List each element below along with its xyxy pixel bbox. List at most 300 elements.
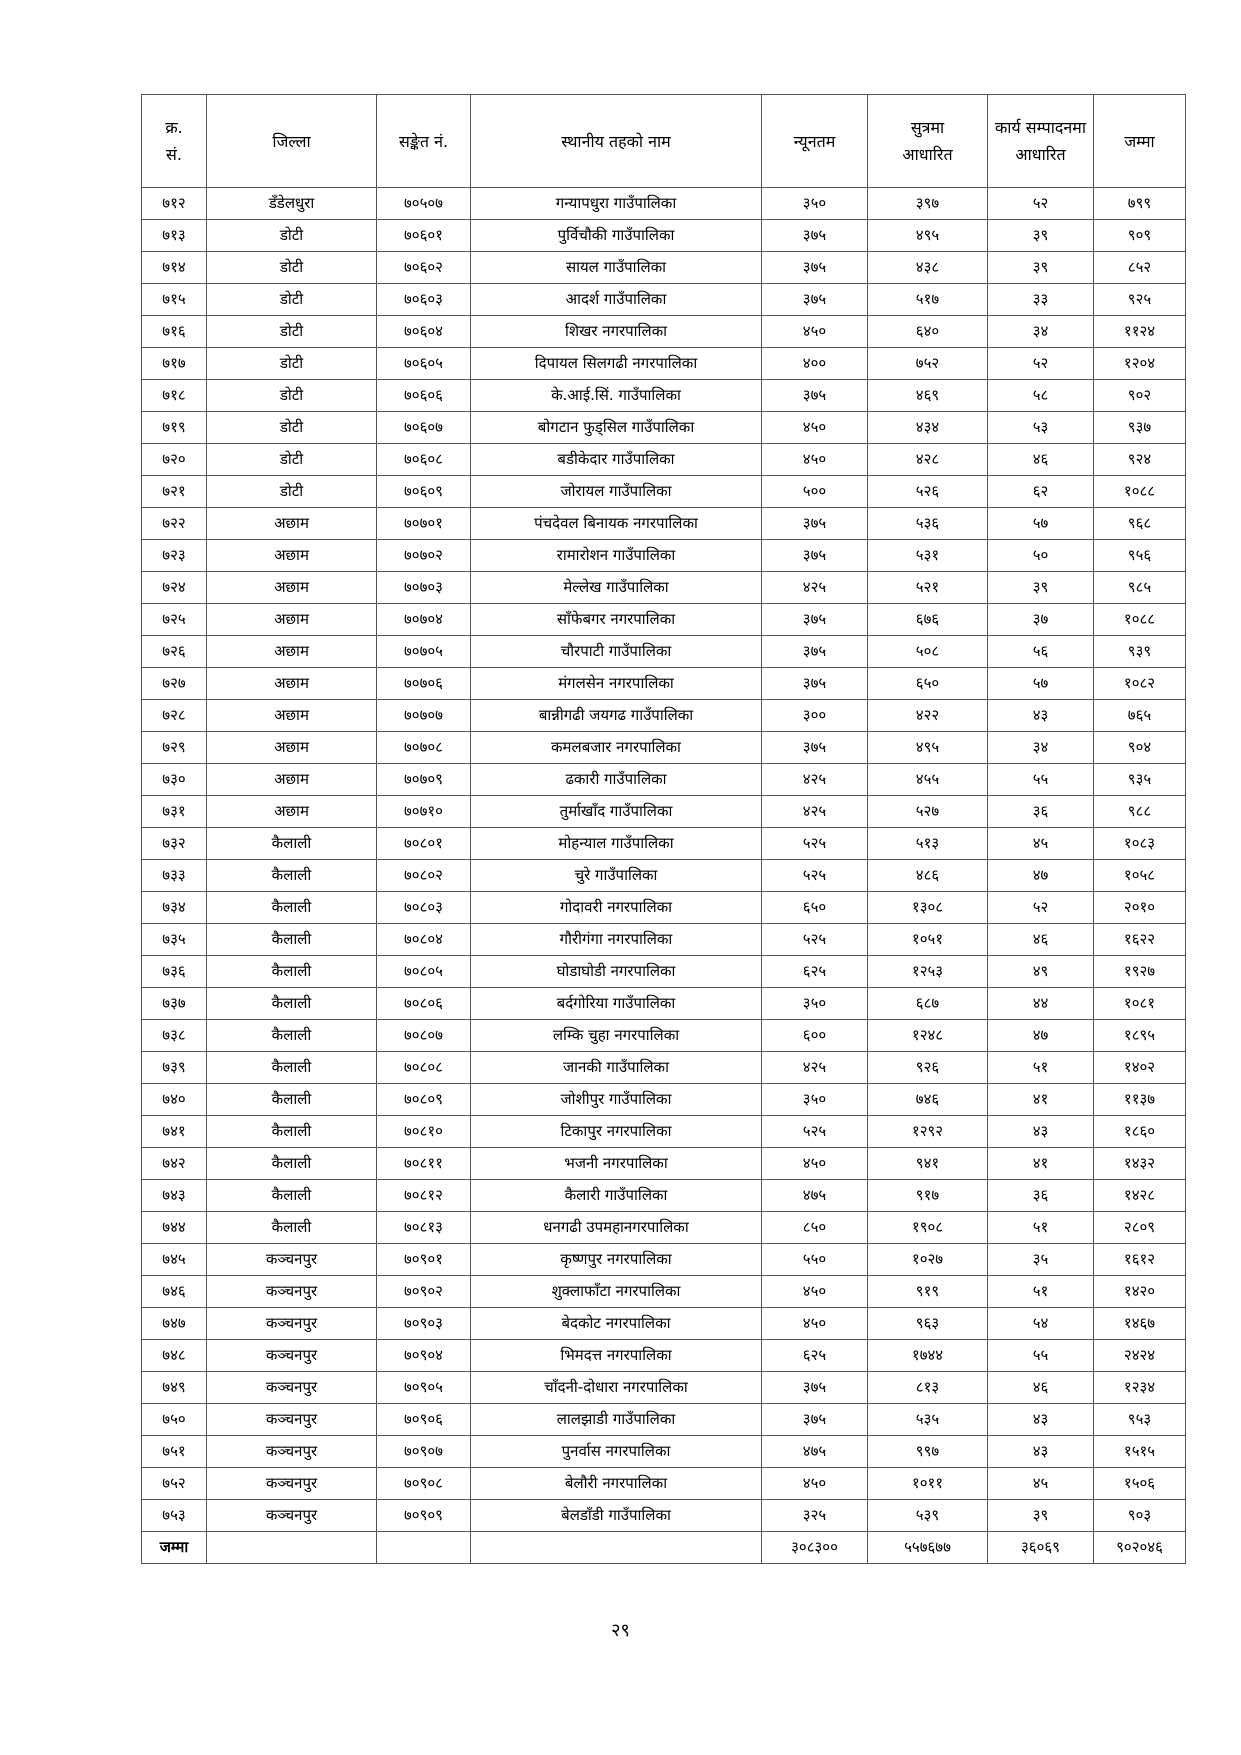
row-total: ११३७ — [1094, 1084, 1186, 1116]
row-local-level-name: भिमदत्त नगरपालिका — [471, 1340, 762, 1372]
row-local-level-name: सायल गाउँपालिका — [471, 252, 762, 284]
header-performance-based: कार्य सम्पादनमा आधारित — [988, 95, 1094, 188]
row-code: ७०५०७ — [377, 188, 471, 220]
row-total: ९८५ — [1094, 572, 1186, 604]
row-total: ९०९ — [1094, 220, 1186, 252]
row-minimum: ३७५ — [762, 668, 868, 700]
row-district: अछाम — [207, 796, 377, 828]
row-serial-number: ७३९ — [142, 1052, 207, 1084]
row-total: १६१२ — [1094, 1244, 1186, 1276]
header-total: जम्मा — [1094, 95, 1186, 188]
row-local-level-name: जोरायल गाउँपालिका — [471, 476, 762, 508]
row-minimum: ५२५ — [762, 860, 868, 892]
row-total: १०८८ — [1094, 476, 1186, 508]
table-row — [142, 348, 1186, 380]
row-performance-based: ४५ — [988, 1468, 1094, 1500]
row-local-level-name: कमलबजार नगरपालिका — [471, 732, 762, 764]
row-serial-number: ७४४ — [142, 1212, 207, 1244]
row-serial-number: ७१६ — [142, 316, 207, 348]
row-local-level-name: मोहन्याल गाउँपालिका — [471, 828, 762, 860]
row-formula-based: ६५० — [868, 668, 988, 700]
header-serial-number: क्र. सं. — [142, 95, 207, 188]
table-row — [142, 444, 1186, 476]
row-performance-based: ४१ — [988, 1148, 1094, 1180]
row-local-level-name: साँफेबगर नगरपालिका — [471, 604, 762, 636]
row-code: ७०९०४ — [377, 1340, 471, 1372]
row-total: १०८२ — [1094, 668, 1186, 700]
total-performance-based: ३६०६९ — [988, 1532, 1094, 1564]
row-local-level-name: भजनी नगरपालिका — [471, 1148, 762, 1180]
row-serial-number: ७४६ — [142, 1276, 207, 1308]
row-district: कैलाली — [207, 860, 377, 892]
row-local-level-name: टिकापुर नगरपालिका — [471, 1116, 762, 1148]
row-formula-based: १२४८ — [868, 1020, 988, 1052]
row-serial-number: ७१९ — [142, 412, 207, 444]
row-total: ९२४ — [1094, 444, 1186, 476]
row-code: ७०७०६ — [377, 668, 471, 700]
row-formula-based: ५२७ — [868, 796, 988, 828]
row-district: डोटी — [207, 380, 377, 412]
table-row — [142, 476, 1186, 508]
row-formula-based: १२५३ — [868, 956, 988, 988]
row-local-level-name: बर्दगोरिया गाउँपालिका — [471, 988, 762, 1020]
row-minimum: ३७५ — [762, 604, 868, 636]
row-minimum: ४५० — [762, 444, 868, 476]
row-formula-based: ५३६ — [868, 508, 988, 540]
row-local-level-name: चौरपाटी गाउँपालिका — [471, 636, 762, 668]
row-formula-based: ४२८ — [868, 444, 988, 476]
row-minimum: ४२५ — [762, 572, 868, 604]
row-district: डोटी — [207, 284, 377, 316]
total-label: जम्मा — [142, 1532, 207, 1564]
row-local-level-name: तुर्माखाँद गाउँपालिका — [471, 796, 762, 828]
row-local-level-name: शुक्लाफाँटा नगरपालिका — [471, 1276, 762, 1308]
row-code: ७०८१३ — [377, 1212, 471, 1244]
row-serial-number: ७१२ — [142, 188, 207, 220]
row-formula-based: ८१३ — [868, 1372, 988, 1404]
row-district: डोटी — [207, 252, 377, 284]
row-district: कञ्चनपुर — [207, 1308, 377, 1340]
row-total: १५१५ — [1094, 1436, 1186, 1468]
row-performance-based: ५१ — [988, 1052, 1094, 1084]
row-total: ९८८ — [1094, 796, 1186, 828]
header-district: जिल्ला — [207, 95, 377, 188]
row-minimum: ३७५ — [762, 1404, 868, 1436]
row-district: कैलाली — [207, 1212, 377, 1244]
row-total: १८९५ — [1094, 1020, 1186, 1052]
row-performance-based: ५२ — [988, 188, 1094, 220]
row-district: कैलाली — [207, 988, 377, 1020]
row-minimum: ४२५ — [762, 764, 868, 796]
row-performance-based: ४३ — [988, 1116, 1094, 1148]
row-code: ७०९०५ — [377, 1372, 471, 1404]
row-formula-based: ५०८ — [868, 636, 988, 668]
row-formula-based: १३०८ — [868, 892, 988, 924]
row-district: डोटी — [207, 220, 377, 252]
row-total: १२३४ — [1094, 1372, 1186, 1404]
row-performance-based: ५७ — [988, 668, 1094, 700]
row-formula-based: ४६९ — [868, 380, 988, 412]
row-code: ७०८०४ — [377, 924, 471, 956]
row-total: १४०२ — [1094, 1052, 1186, 1084]
table-row — [142, 1212, 1186, 1244]
header-minimum: न्यूनतम — [762, 95, 868, 188]
row-total: १४२८ — [1094, 1180, 1186, 1212]
row-serial-number: ७४७ — [142, 1308, 207, 1340]
row-serial-number: ७३५ — [142, 924, 207, 956]
row-serial-number: ७२७ — [142, 668, 207, 700]
row-serial-number: ७२३ — [142, 540, 207, 572]
row-district: कञ्चनपुर — [207, 1340, 377, 1372]
table-row — [142, 1404, 1186, 1436]
row-serial-number: ७३८ — [142, 1020, 207, 1052]
table-row — [142, 1340, 1186, 1372]
row-minimum: ४५० — [762, 1468, 868, 1500]
row-total: १४२० — [1094, 1276, 1186, 1308]
row-formula-based: ९१९ — [868, 1276, 988, 1308]
total-empty-cell — [207, 1532, 377, 1564]
row-district: अछाम — [207, 540, 377, 572]
row-total: ९५६ — [1094, 540, 1186, 572]
row-performance-based: ४७ — [988, 860, 1094, 892]
row-district: कैलाली — [207, 1020, 377, 1052]
row-formula-based: १०५१ — [868, 924, 988, 956]
table-row — [142, 572, 1186, 604]
page-number: २९ — [611, 1620, 630, 1641]
row-formula-based: ५१३ — [868, 828, 988, 860]
row-total: १८६० — [1094, 1116, 1186, 1148]
row-formula-based: ४३४ — [868, 412, 988, 444]
table-row — [142, 1052, 1186, 1084]
row-local-level-name: लालझाडी गाउँपालिका — [471, 1404, 762, 1436]
row-local-level-name: रामारोशन गाउँपालिका — [471, 540, 762, 572]
row-total: १४३२ — [1094, 1148, 1186, 1180]
row-district: डँडेलधुरा — [207, 188, 377, 220]
row-local-level-name: कैलारी गाउँपालिका — [471, 1180, 762, 1212]
row-serial-number: ७२५ — [142, 604, 207, 636]
row-performance-based: ६२ — [988, 476, 1094, 508]
table-row — [142, 380, 1186, 412]
row-performance-based: ५५ — [988, 764, 1094, 796]
table-row — [142, 636, 1186, 668]
row-code: ७०७०२ — [377, 540, 471, 572]
row-performance-based: ३९ — [988, 572, 1094, 604]
row-total: ९२५ — [1094, 284, 1186, 316]
row-formula-based: ३९७ — [868, 188, 988, 220]
row-local-level-name: पुर्विचौकी गाउँपालिका — [471, 220, 762, 252]
row-code: ७०९०९ — [377, 1500, 471, 1532]
row-serial-number: ७३७ — [142, 988, 207, 1020]
table-row — [142, 540, 1186, 572]
table-row — [142, 1276, 1186, 1308]
row-minimum: ४२५ — [762, 796, 868, 828]
table-row — [142, 1372, 1186, 1404]
row-code: ७०८११ — [377, 1148, 471, 1180]
row-serial-number: ७३६ — [142, 956, 207, 988]
row-minimum: ४५० — [762, 412, 868, 444]
total-minimum: ३०८३०० — [762, 1532, 868, 1564]
table-row — [142, 252, 1186, 284]
row-local-level-name: बडीकेदार गाउँपालिका — [471, 444, 762, 476]
row-total: ९०४ — [1094, 732, 1186, 764]
row-code: ७०८१२ — [377, 1180, 471, 1212]
row-serial-number: ७४२ — [142, 1148, 207, 1180]
row-local-level-name: दिपायल सिलगढी नगरपालिका — [471, 348, 762, 380]
row-code: ७०७०८ — [377, 732, 471, 764]
row-formula-based: ७४६ — [868, 1084, 988, 1116]
row-formula-based: ६८७ — [868, 988, 988, 1020]
row-minimum: ४७५ — [762, 1180, 868, 1212]
row-local-level-name: मंगलसेन नगरपालिका — [471, 668, 762, 700]
row-district: अछाम — [207, 604, 377, 636]
row-minimum: ३७५ — [762, 1372, 868, 1404]
row-formula-based: ४५५ — [868, 764, 988, 796]
row-code: ७०८०३ — [377, 892, 471, 924]
row-district: डोटी — [207, 476, 377, 508]
header-code: सङ्केत नं. — [377, 95, 471, 188]
row-code: ७०७१० — [377, 796, 471, 828]
table-row — [142, 860, 1186, 892]
row-minimum: ५२५ — [762, 924, 868, 956]
row-code: ७०७०४ — [377, 604, 471, 636]
table-row — [142, 1500, 1186, 1532]
row-district: अछाम — [207, 732, 377, 764]
table-row — [142, 508, 1186, 540]
row-code: ७०८०६ — [377, 988, 471, 1020]
row-code: ७०९०१ — [377, 1244, 471, 1276]
row-local-level-name: लम्कि चुहा नगरपालिका — [471, 1020, 762, 1052]
row-district: कञ्चनपुर — [207, 1372, 377, 1404]
table-row — [142, 1116, 1186, 1148]
table-row — [142, 220, 1186, 252]
row-code: ७०९०२ — [377, 1276, 471, 1308]
row-performance-based: ४७ — [988, 1020, 1094, 1052]
row-minimum: ४७५ — [762, 1436, 868, 1468]
table-row — [142, 892, 1186, 924]
row-serial-number: ७५१ — [142, 1436, 207, 1468]
row-total: १०८३ — [1094, 828, 1186, 860]
row-code: ७०८०५ — [377, 956, 471, 988]
row-local-level-name: शिखर नगरपालिका — [471, 316, 762, 348]
row-total: १५०६ — [1094, 1468, 1186, 1500]
row-minimum: ३५० — [762, 988, 868, 1020]
row-total: १६२२ — [1094, 924, 1186, 956]
row-district: अछाम — [207, 668, 377, 700]
table-row — [142, 1468, 1186, 1500]
row-serial-number: ७५० — [142, 1404, 207, 1436]
row-serial-number: ७३० — [142, 764, 207, 796]
row-local-level-name: चाँदनी-दोधारा नगरपालिका — [471, 1372, 762, 1404]
row-code: ७०७०९ — [377, 764, 471, 796]
row-local-level-name: मेल्लेख गाउँपालिका — [471, 572, 762, 604]
row-serial-number: ७१५ — [142, 284, 207, 316]
total-empty-cell — [471, 1532, 762, 1564]
grand-total: ९०२०४६ — [1094, 1532, 1186, 1564]
row-formula-based: ६७६ — [868, 604, 988, 636]
row-serial-number: ७३१ — [142, 796, 207, 828]
row-district: कैलाली — [207, 924, 377, 956]
row-serial-number: ७२८ — [142, 700, 207, 732]
row-performance-based: ५१ — [988, 1212, 1094, 1244]
row-district: अछाम — [207, 572, 377, 604]
row-serial-number: ७१७ — [142, 348, 207, 380]
row-serial-number: ७२६ — [142, 636, 207, 668]
row-minimum: ४२५ — [762, 1052, 868, 1084]
row-serial-number: ७५३ — [142, 1500, 207, 1532]
row-code: ७०८१० — [377, 1116, 471, 1148]
row-serial-number: ७१८ — [142, 380, 207, 412]
row-district: कैलाली — [207, 828, 377, 860]
row-code: ७०७०१ — [377, 508, 471, 540]
row-code: ७०९०७ — [377, 1436, 471, 1468]
row-serial-number: ७३२ — [142, 828, 207, 860]
row-performance-based: ५३ — [988, 412, 1094, 444]
row-performance-based: ४३ — [988, 700, 1094, 732]
total-formula-based: ५५७६७७ — [868, 1532, 988, 1564]
row-performance-based: ४३ — [988, 1404, 1094, 1436]
row-performance-based: ४६ — [988, 444, 1094, 476]
row-formula-based: ५२६ — [868, 476, 988, 508]
row-code: ७०८०२ — [377, 860, 471, 892]
row-district: डोटी — [207, 316, 377, 348]
table-row — [142, 1244, 1186, 1276]
row-minimum: ८५० — [762, 1212, 868, 1244]
row-code: ७०६०१ — [377, 220, 471, 252]
row-formula-based: १०११ — [868, 1468, 988, 1500]
row-code: ७०६०६ — [377, 380, 471, 412]
row-serial-number: ७२१ — [142, 476, 207, 508]
row-district: डोटी — [207, 348, 377, 380]
row-performance-based: ४६ — [988, 924, 1094, 956]
row-total: ११२४ — [1094, 316, 1186, 348]
row-performance-based: ४१ — [988, 1084, 1094, 1116]
row-minimum: ३०० — [762, 700, 868, 732]
row-performance-based: ४९ — [988, 956, 1094, 988]
row-local-level-name: पंचदेवल बिनायक नगरपालिका — [471, 508, 762, 540]
table-row — [142, 956, 1186, 988]
row-minimum: ६२५ — [762, 956, 868, 988]
row-performance-based: ४५ — [988, 828, 1094, 860]
row-minimum: ४५० — [762, 1148, 868, 1180]
row-formula-based: १७४४ — [868, 1340, 988, 1372]
row-local-level-name: बान्नीगढी जयगढ गाउँपालिका — [471, 700, 762, 732]
row-formula-based: ६४० — [868, 316, 988, 348]
table-row — [142, 828, 1186, 860]
row-performance-based: ५२ — [988, 892, 1094, 924]
row-serial-number: ७४३ — [142, 1180, 207, 1212]
table-row — [142, 924, 1186, 956]
row-performance-based: ३९ — [988, 220, 1094, 252]
table-row — [142, 764, 1186, 796]
row-district: डोटी — [207, 412, 377, 444]
row-performance-based: ५५ — [988, 1340, 1094, 1372]
row-code: ७०८०९ — [377, 1084, 471, 1116]
table-row — [142, 188, 1186, 220]
row-district: कैलाली — [207, 892, 377, 924]
row-performance-based: ५८ — [988, 380, 1094, 412]
row-minimum: ४०० — [762, 348, 868, 380]
row-district: कञ्चनपुर — [207, 1404, 377, 1436]
row-district: कञ्चनपुर — [207, 1500, 377, 1532]
row-formula-based: ४९५ — [868, 732, 988, 764]
row-minimum: ३७५ — [762, 284, 868, 316]
row-minimum: ५२५ — [762, 1116, 868, 1148]
row-code: ७०६०७ — [377, 412, 471, 444]
row-formula-based: ९४१ — [868, 1148, 988, 1180]
row-local-level-name: बेलडाँडी गाउँपालिका — [471, 1500, 762, 1532]
row-total: ९३९ — [1094, 636, 1186, 668]
row-formula-based: ५२१ — [868, 572, 988, 604]
row-performance-based: ३५ — [988, 1244, 1094, 1276]
table-footer — [142, 1532, 1186, 1564]
header-formula-based: सुत्रमा आधारित — [868, 95, 988, 188]
row-formula-based: ४८६ — [868, 860, 988, 892]
row-performance-based: ५६ — [988, 636, 1094, 668]
row-formula-based: ७५२ — [868, 348, 988, 380]
row-total: ९५३ — [1094, 1404, 1186, 1436]
table-row — [142, 1308, 1186, 1340]
row-local-level-name: जोशीपुर गाउँपालिका — [471, 1084, 762, 1116]
row-formula-based: ९९७ — [868, 1436, 988, 1468]
table-row — [142, 988, 1186, 1020]
row-local-level-name: गौरीगंगा नगरपालिका — [471, 924, 762, 956]
row-total: ९०३ — [1094, 1500, 1186, 1532]
row-performance-based: ३६ — [988, 1180, 1094, 1212]
table-row — [142, 796, 1186, 828]
row-code: ७०९०६ — [377, 1404, 471, 1436]
row-total: १०८८ — [1094, 604, 1186, 636]
row-minimum: ५५० — [762, 1244, 868, 1276]
row-total: ९३५ — [1094, 764, 1186, 796]
row-performance-based: ३६ — [988, 796, 1094, 828]
row-serial-number: ७२९ — [142, 732, 207, 764]
row-local-level-name: के.आई.सिं. गाउँपालिका — [471, 380, 762, 412]
row-district: कञ्चनपुर — [207, 1276, 377, 1308]
header-local-level-name: स्थानीय तहको नाम — [471, 95, 762, 188]
row-total: २०१० — [1094, 892, 1186, 924]
row-serial-number: ७२२ — [142, 508, 207, 540]
row-performance-based: ४४ — [988, 988, 1094, 1020]
row-district: अछाम — [207, 508, 377, 540]
row-local-level-name: गोदावरी नगरपालिका — [471, 892, 762, 924]
table-row — [142, 1148, 1186, 1180]
table-header — [142, 95, 1186, 188]
row-local-level-name: जानकी गाउँपालिका — [471, 1052, 762, 1084]
row-formula-based: ५३५ — [868, 1404, 988, 1436]
row-total: ८५२ — [1094, 252, 1186, 284]
row-performance-based: ४३ — [988, 1436, 1094, 1468]
row-minimum: ६०० — [762, 1020, 868, 1052]
row-district: डोटी — [207, 444, 377, 476]
row-performance-based: ५४ — [988, 1308, 1094, 1340]
row-minimum: ३७५ — [762, 508, 868, 540]
row-code: ७०८०८ — [377, 1052, 471, 1084]
row-local-level-name: बेदकोट नगरपालिका — [471, 1308, 762, 1340]
row-serial-number: ७१४ — [142, 252, 207, 284]
row-local-level-name: धनगढी उपमहानगरपालिका — [471, 1212, 762, 1244]
row-minimum: ३२५ — [762, 1500, 868, 1532]
row-district: अछाम — [207, 636, 377, 668]
row-total: ९६८ — [1094, 508, 1186, 540]
row-total: १२०४ — [1094, 348, 1186, 380]
row-minimum: ३७५ — [762, 540, 868, 572]
row-code: ७०६०४ — [377, 316, 471, 348]
row-serial-number: ७२४ — [142, 572, 207, 604]
row-district: अछाम — [207, 764, 377, 796]
table-row — [142, 700, 1186, 732]
row-formula-based: ९६३ — [868, 1308, 988, 1340]
total-empty-cell — [377, 1532, 471, 1564]
